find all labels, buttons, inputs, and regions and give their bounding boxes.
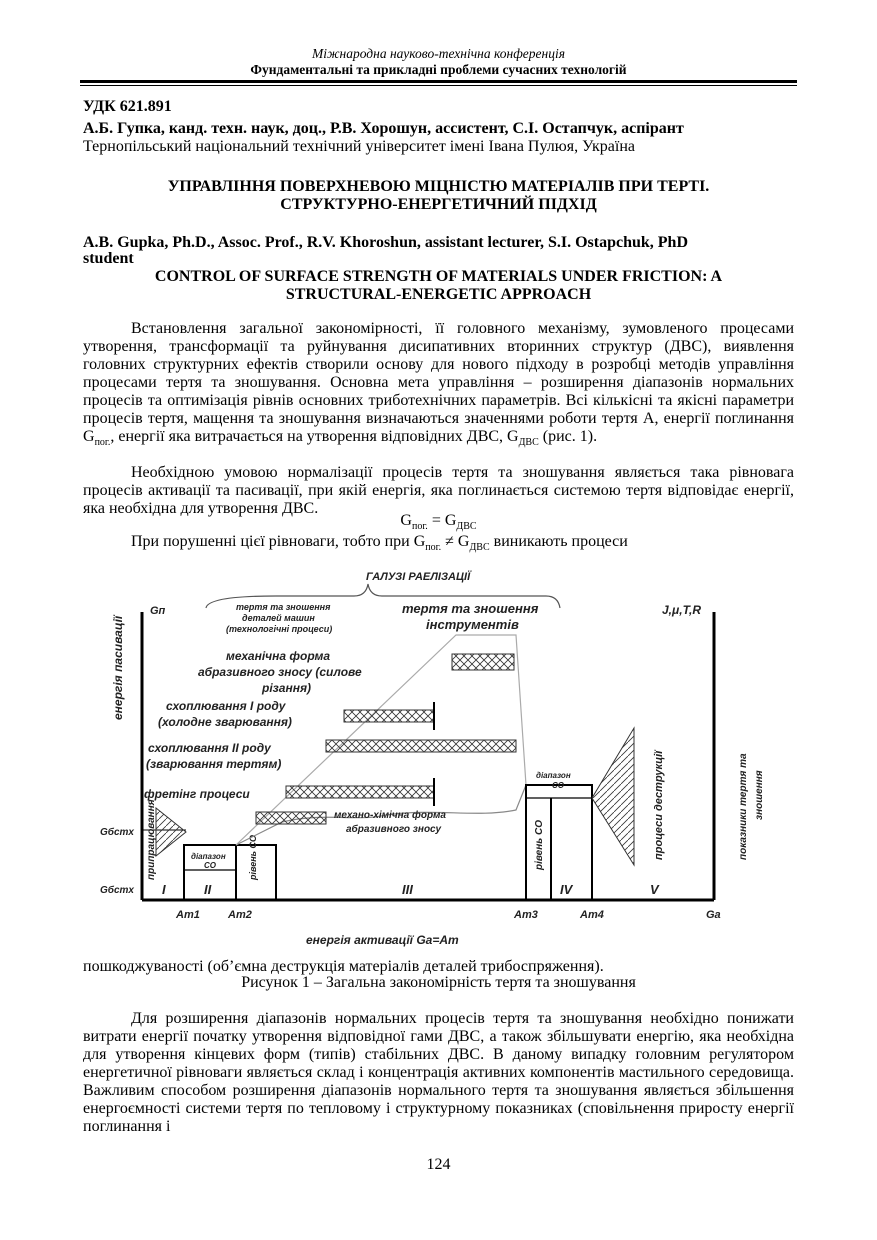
zone-5: V: [650, 882, 659, 897]
title-ua-line2: СТРУКТУРНО-ЕНЕРГЕТИЧНИЙ ПІДХІД: [280, 196, 597, 213]
co-range-2-label-1: діапазон: [536, 771, 571, 780]
mechchem-label-2: абразивного зносу: [346, 824, 442, 835]
abrasive-label-3: різання): [262, 681, 312, 695]
paragraph-1: Встановлення загальної закономірності, її головного механізму, зумовленого процесами утворення, трансформації та руйнування дисипативних вторинних структур (ДВС), виявлення головних структурних ефектів створили основу для нового підходу в розробці методів управління процесами тертя та зношування. Основна мета управління – розширення діапазонів нормальних процесів та оптимізація рівнів основних триботехнічних параметрів. Всі кількісні та якісні параметри процесів тертя, мащення та зношування визначаються значеннями роботи тертя А, енергії поглинання $G_{пог.}$, енергії яка витрачається на утворення відповідних ДВС, $G_{ДВС}$ (рис. 1).: [83, 320, 794, 449]
udk: УДК 621.891: [83, 98, 172, 115]
x-tick-at4: Aт4: [580, 909, 604, 921]
after-figure-text: пошкоджуваності (об’ємна деструкція матеріалів деталей трибоспряження).: [83, 958, 604, 975]
co-range-2-label-2: СО: [552, 781, 564, 790]
zone-4: IV: [560, 882, 573, 897]
running-in-area: [156, 808, 186, 856]
mechchem-band: [256, 812, 326, 824]
gn-label: Gп: [150, 605, 166, 617]
fretting-band: [286, 786, 434, 798]
title-en-line1: CONTROL OF SURFACE STRENGTH OF MATERIALS UNDER FRICTION: A: [154, 268, 723, 285]
figure-caption: Рисунок 1 – Загальна закономірність тертя та зношування: [241, 974, 636, 991]
authors-en-line1: A.B. Gupka, Ph.D., Assoc. Prof., R.V. Khoroshun, assistant lecturer, S.I. Ostapchuk, PhD: [83, 234, 689, 251]
y-axis-label: енергія пасивації: [111, 615, 125, 720]
right-axis-label-1: показники тертя та: [738, 753, 749, 860]
abrasive-label-1: механічна форма: [226, 649, 331, 663]
title-en-line2: STRUCTURAL-ENERGETIC APPROACH: [285, 286, 592, 303]
authors-ua: А.Б. Гупка, канд. техн. наук, доц., Р.В. Хорошун, ассистент, С.І. Остапчук, аспірант: [83, 120, 684, 137]
authors-en-line2: student: [83, 250, 134, 267]
x-axis-label: енергія активації Gа=Aт: [306, 933, 459, 947]
group-left-2: деталей машин: [242, 613, 315, 623]
x-tick-at1: Aт1: [176, 909, 200, 921]
gbstx-top-label: Gбстх: [100, 827, 134, 838]
paragraph-2: Необхідною умовою нормалізації процесів тертя та зношування являється така рівновага процесів активації та пасивації, при якій енергія, яка поглинається системою тертя відповідає енергії, яка необхідна для утворення ДВС.: [83, 464, 794, 517]
running-in-label: припрацювання: [146, 799, 157, 880]
x-tick-at3: Aт3: [514, 909, 538, 921]
paragraph-3: При порушенні цієї рівноваги, тобто при $G_{пог.} \ne G_{ДВС}$ виникають процеси: [131, 533, 628, 554]
abrasive-band: [452, 654, 514, 670]
affiliation: Тернопільський національний технічний університет імені Івана Пулюя, Україна: [83, 138, 635, 155]
seizure-1-label-1: схоплювання I роду: [166, 699, 286, 713]
co-range-label-1: діапазон: [191, 852, 226, 861]
right-axis-label-2: зношення: [754, 770, 765, 820]
header-rule-thin: [80, 85, 797, 86]
page-number: 124: [426, 1156, 451, 1173]
destruction-label: процеси деструкції: [653, 750, 665, 860]
zone-2: II: [204, 882, 212, 897]
abrasive-label-2: абразивного зносу (силове: [198, 665, 362, 679]
conference-title: Фундаментальні та прикладні проблеми сучасних технологій: [250, 62, 627, 77]
zone-3: III: [402, 882, 413, 897]
seizure-2-label-1: схоплювання II роду: [148, 741, 271, 755]
conference-name: Міжнародна науково-технічна конференція: [311, 46, 566, 61]
right-top-label: J,μ,T,R: [662, 603, 702, 617]
destruction-area: [592, 728, 634, 865]
seizure-1-label-2: (холодне зварювання): [158, 715, 292, 729]
seizure-1-band: [344, 710, 434, 722]
group-left-3: (технологічні процеси): [226, 624, 333, 634]
seizure-2-band: [326, 740, 516, 752]
header-rule: [80, 80, 797, 83]
paragraph-4: Для розширення діапазонів нормальних процесів тертя та зношування необхідно понижати витрати енергії початку утворення відповідної гами ДВС, а також збільшувати енергію, яка необхідна для утворення кінцевих форм (типів) стабільних ДВС. В даному випадку головним регулятором енергетичної рівноваги являється склад і концентрація активних компонентів мастильного середовища. Важливим способом розширення діапазонів нормального тертя та зношування являється збільшення енергоємності системи тертя по тепловому і структурному показниках (сповільнення приросту енергії поглинання і: [83, 1010, 794, 1135]
x-tick-at2: Aт2: [228, 909, 252, 921]
zone-1: I: [162, 882, 166, 897]
group-right-2: інструментів: [426, 617, 519, 632]
formula: $G_{пог.} = G_{ДВС}$: [400, 512, 477, 533]
realization-label: ГАЛУЗІ РАЕЛІЗАЦІЇ: [366, 571, 471, 583]
gbstx-bottom-label: Gбстх: [100, 885, 134, 896]
group-right-1: тертя та зношення: [402, 601, 539, 616]
mechchem-label-1: механо-хімічна форма: [334, 810, 446, 821]
co-level-label-2: рівень СО: [534, 820, 545, 870]
co-range-label-2: СО: [204, 861, 216, 870]
seizure-2-label-2: (зварювання тертям): [146, 757, 282, 771]
fretting-label: фретінг процеси: [144, 787, 250, 801]
ga-label: Gа: [706, 909, 721, 921]
friction-wear-diagram: [96, 560, 772, 956]
title-ua-line1: УПРАВЛІННЯ ПОВЕРХНЕВОЮ МІЦНІСТЮ МАТЕРІАЛІВ ПРИ ТЕРТІ.: [167, 178, 710, 195]
co-level-label-1: рівень СО: [248, 835, 258, 880]
group-left-1: тертя та зношення: [236, 602, 331, 612]
